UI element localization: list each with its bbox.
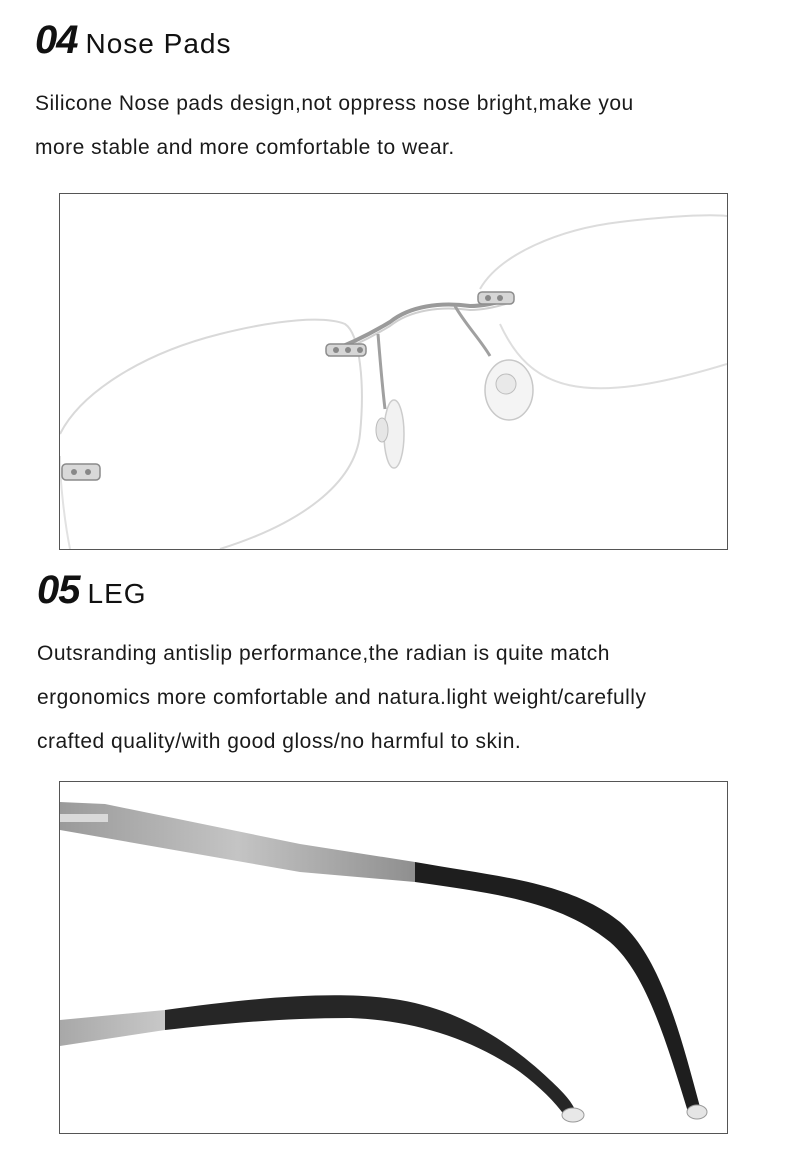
description-line: Silicone Nose pads design,not oppress nose bright,make you	[35, 92, 634, 115]
rimless-glasses-icon	[60, 194, 727, 549]
section-title: Nose Pads	[85, 28, 232, 59]
nose-pads-description	[35, 82, 634, 170]
leg-photo	[59, 781, 728, 1134]
description-line: more stable and more comfortable to wear.	[35, 136, 455, 159]
description-line: crafted quality/with good gloss/no harmful to skin.	[37, 730, 522, 753]
section-number: 04	[35, 18, 78, 62]
description-line: Outsranding antislip performance,the radian is quite match	[37, 642, 610, 665]
leg-description	[37, 632, 646, 764]
leg-heading	[37, 568, 147, 613]
section-number: 05	[37, 568, 80, 612]
glasses-temple-legs-icon	[60, 782, 727, 1133]
section-title: LEG	[87, 578, 147, 609]
description-line: ergonomics more comfortable and natura.light weight/carefully	[37, 686, 647, 709]
nose-pads-heading	[35, 18, 231, 63]
nose-pads-photo	[59, 193, 728, 550]
